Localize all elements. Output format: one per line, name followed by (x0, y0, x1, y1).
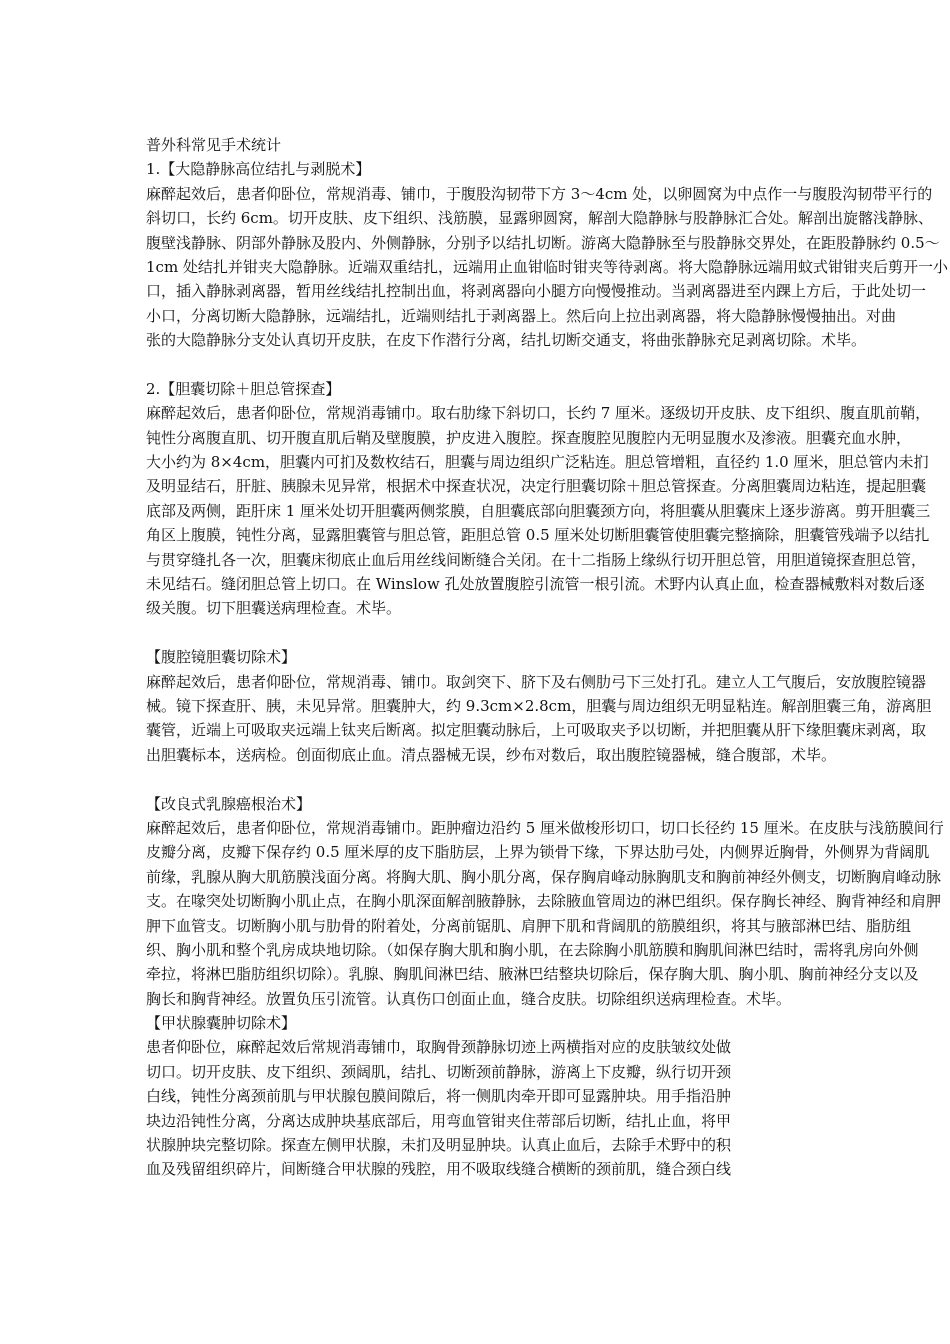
paragraph-line: 切口。切开皮肤、皮下组织、颈阔肌，结扎、切断颈前静脉，游离上下皮瓣，纵行切开颈 (146, 1062, 732, 1081)
paragraph-line: 腹壁浅静脉、阴部外静脉及股内、外侧静脉，分别予以结扎切断。游离大隐静脉至与股静脉交界处，在距股静脉约 0.5～ (146, 233, 940, 252)
document-page (146, 133, 950, 1182)
paragraph-line: 麻醉起效后，患者仰卧位，常规消毒、铺巾。取剑突下、脐下及右侧肋弓下三处打孔。建立人工气腹后，安放腹腔镜器 (146, 672, 927, 691)
paragraph-line: 状腺肿块完整切除。探查左侧甲状腺，未扪及明显肿块。认真止血后，去除手术野中的积 (146, 1136, 732, 1155)
section-heading: 1.【大隐静脉高位结扎与剥脱术】 (146, 160, 371, 179)
section-heading: 【改良式乳腺癌根治术】 (146, 794, 312, 813)
paragraph-line: 与贯穿缝扎各一次，胆囊床彻底止血后用丝线间断缝合关闭。在十二指肠上缘纵行切开胆总管，用胆道镜探查胆总管， (146, 550, 927, 569)
paragraph-line: 小口，分离切断大隐静脉，远端结扎，近端则结扎于剥离器上。然后向上拉出剥离器，将大隐静脉慢慢抽出。对曲 (146, 306, 897, 325)
blank-line (146, 621, 950, 645)
section-heading: 2.【胆囊切除＋胆总管探查】 (146, 379, 341, 398)
blank-line (146, 767, 950, 791)
blank-line (146, 353, 950, 377)
paragraph-line: 1cm 处结扎并钳夹大隐静脉。近端双重结扎，远端用止血钳临时钳夹等待剥离。将大隐静脉远端用蚊式钳钳夹后剪开一小 (146, 257, 948, 276)
paragraph-line: 角区上腹膜，钝性分离，显露胆囊管与胆总管，距胆总管 0.5 厘米处切断胆囊管使胆囊完整摘除，胆囊管残端予以结扎 (146, 526, 930, 545)
paragraph-line: 未见结石。缝闭胆总管上切口。在 Winslow 孔处放置腹腔引流管一根引流。术野内认真止血，检查器械敷料对数后逐 (146, 575, 925, 594)
section-heading: 【甲状腺囊肿切除术】 (146, 1014, 297, 1033)
paragraph-line: 麻醉起效后，患者仰卧位，常规消毒铺巾。取右肋缘下斜切口，长约 7 厘米。逐级切开皮肤、皮下组织、腹直肌前鞘， (146, 404, 931, 423)
paragraph-line: 织、胸小肌和整个乳房成块地切除。（如保存胸大肌和胸小肌，在去除胸小肌筋膜和胸肌间淋巴结时，需将乳房向外侧 (146, 940, 919, 959)
paragraph-line: 张的大隐静脉分支处认真切开皮肤，在皮下作潜行分离，结扎切断交通支，将曲张静脉充足剥离切除。术毕。 (146, 331, 867, 350)
paragraph-line: 斜切口，长约 6cm。切开皮肤、皮下组织、浅筋膜，显露卵圆窝，解剖大隐静脉与股静脉汇合处。解剖出旋髂浅静脉、 (146, 209, 933, 228)
paragraph-line: 胸长和胸背神经。放置负压引流管。认真伤口创面止血，缝合皮肤。切除组织送病理检查。术毕。 (146, 989, 792, 1008)
paragraph-line: 麻醉起效后，患者仰卧位，常规消毒铺巾。距肿瘤边沿约 5 厘米做梭形切口，切口长径约 15 厘米。在皮肤与浅筋膜间行 (146, 818, 944, 837)
paragraph-line: 白线，钝性分离颈前肌与甲状腺包膜间隙后，将一侧肌肉牵开即可显露肿块。用手指沿肿 (146, 1087, 732, 1106)
paragraph-line: 出胆囊标本，送病检。创面彻底止血。清点器械无误，纱布对数后，取出腹腔镜器械，缝合腹部，术毕。 (146, 745, 837, 764)
paragraph-line: 血及残留组织碎片，间断缝合甲状腺的残腔，用不吸取线缝合横断的颈前肌，缝合颈白线 (146, 1160, 732, 1179)
section-heading: 【腹腔镜胆囊切除术】 (146, 648, 297, 667)
paragraph-line: 支。在喙突处切断胸小肌止点，在胸小肌深面解剖腋静脉，去除腋血管周边的淋巴组织。保存胸长神经、胸背神经和肩胛 (146, 892, 942, 911)
paragraph-line: 口，插入静脉剥离器，暂用丝线结扎控制出血，将剥离器向小腿方向慢慢推动。当剥离器进至内踝上方后，于此处切一 (146, 282, 927, 301)
paragraph-line: 块边沿钝性分离，分离达成肿块基底部后，用弯血管钳夹住蒂部后切断，结扎止血，将甲 (146, 1111, 732, 1130)
paragraph-line: 麻醉起效后，患者仰卧位，常规消毒、铺巾，于腹股沟韧带下方 3～4cm 处，以卵圆窝为中点作一与腹股沟韧带平行的 (146, 184, 933, 203)
paragraph-line: 级关腹。切下胆囊送病理检查。术毕。 (146, 599, 402, 618)
paragraph-line: 前缘，乳腺从胸大肌筋膜浅面分离。将胸大肌、胸小肌分离，保存胸肩峰动脉胸肌支和胸前神经外侧支，切断胸肩峰动脉 (146, 867, 942, 886)
paragraph-line: 底部及两侧，距肝床 1 厘米处切开胆囊两侧浆膜，自胆囊底部向胆囊颈方向，将胆囊从胆囊床上逐步游离。剪开胆囊三 (146, 501, 931, 520)
paragraph-line: 及明显结石，肝脏、胰腺未见异常，根据术中探查状况，决定行胆囊切除＋胆总管探查。分离胆囊周边粘连，提起胆囊 (146, 477, 927, 496)
paragraph-line: 钝性分离腹直肌、切开腹直肌后鞘及壁腹膜，护皮进入腹腔。探查腹腔见腹腔内无明显腹水及渗液。胆囊充血水肿， (146, 428, 912, 447)
paragraph-line: 械。镜下探查肝、胰，未见异常。胆囊肿大，约 9.3cm×2.8cm，胆囊与周边组织无明显粘连。解剖胆囊三角，游离胆 (146, 696, 932, 715)
paragraph-line: 囊管，近端上可吸取夹远端上钛夹后断离。拟定胆囊动脉后，上可吸取夹予以切断，并把胆囊从肝下缘胆囊床剥离，取 (146, 721, 927, 740)
paragraph-line: 皮瓣分离，皮瓣下保存约 0.5 厘米厚的皮下脂肪层，上界为锁骨下缘，下界达肋弓处，内侧界近胸骨，外侧界为背阔肌 (146, 843, 930, 862)
paragraph-line: 大小约为 8×4cm，胆囊内可扪及数枚结石，胆囊与周边组织广泛粘连。胆总管增粗，直径约 1.0 厘米，胆总管内未扪 (146, 453, 929, 472)
paragraph-line: 牵拉，将淋巴脂肪组织切除）。乳腺、胸肌间淋巴结、腋淋巴结整块切除后，保存胸大肌、胸小肌、胸前神经分支以及 (146, 965, 919, 984)
document-title: 普外科常见手术统计 (146, 136, 282, 154)
paragraph-line: 患者仰卧位，麻醉起效后常规消毒铺巾，取胸骨颈静脉切迹上两横指对应的皮肤皱纹处做 (146, 1038, 732, 1057)
paragraph-line: 胛下血管支。切断胸小肌与肋骨的附着处，分离前锯肌、肩胛下肌和背阔肌的筋膜组织，将其与腋部淋巴结、脂肪组 (146, 916, 912, 935)
